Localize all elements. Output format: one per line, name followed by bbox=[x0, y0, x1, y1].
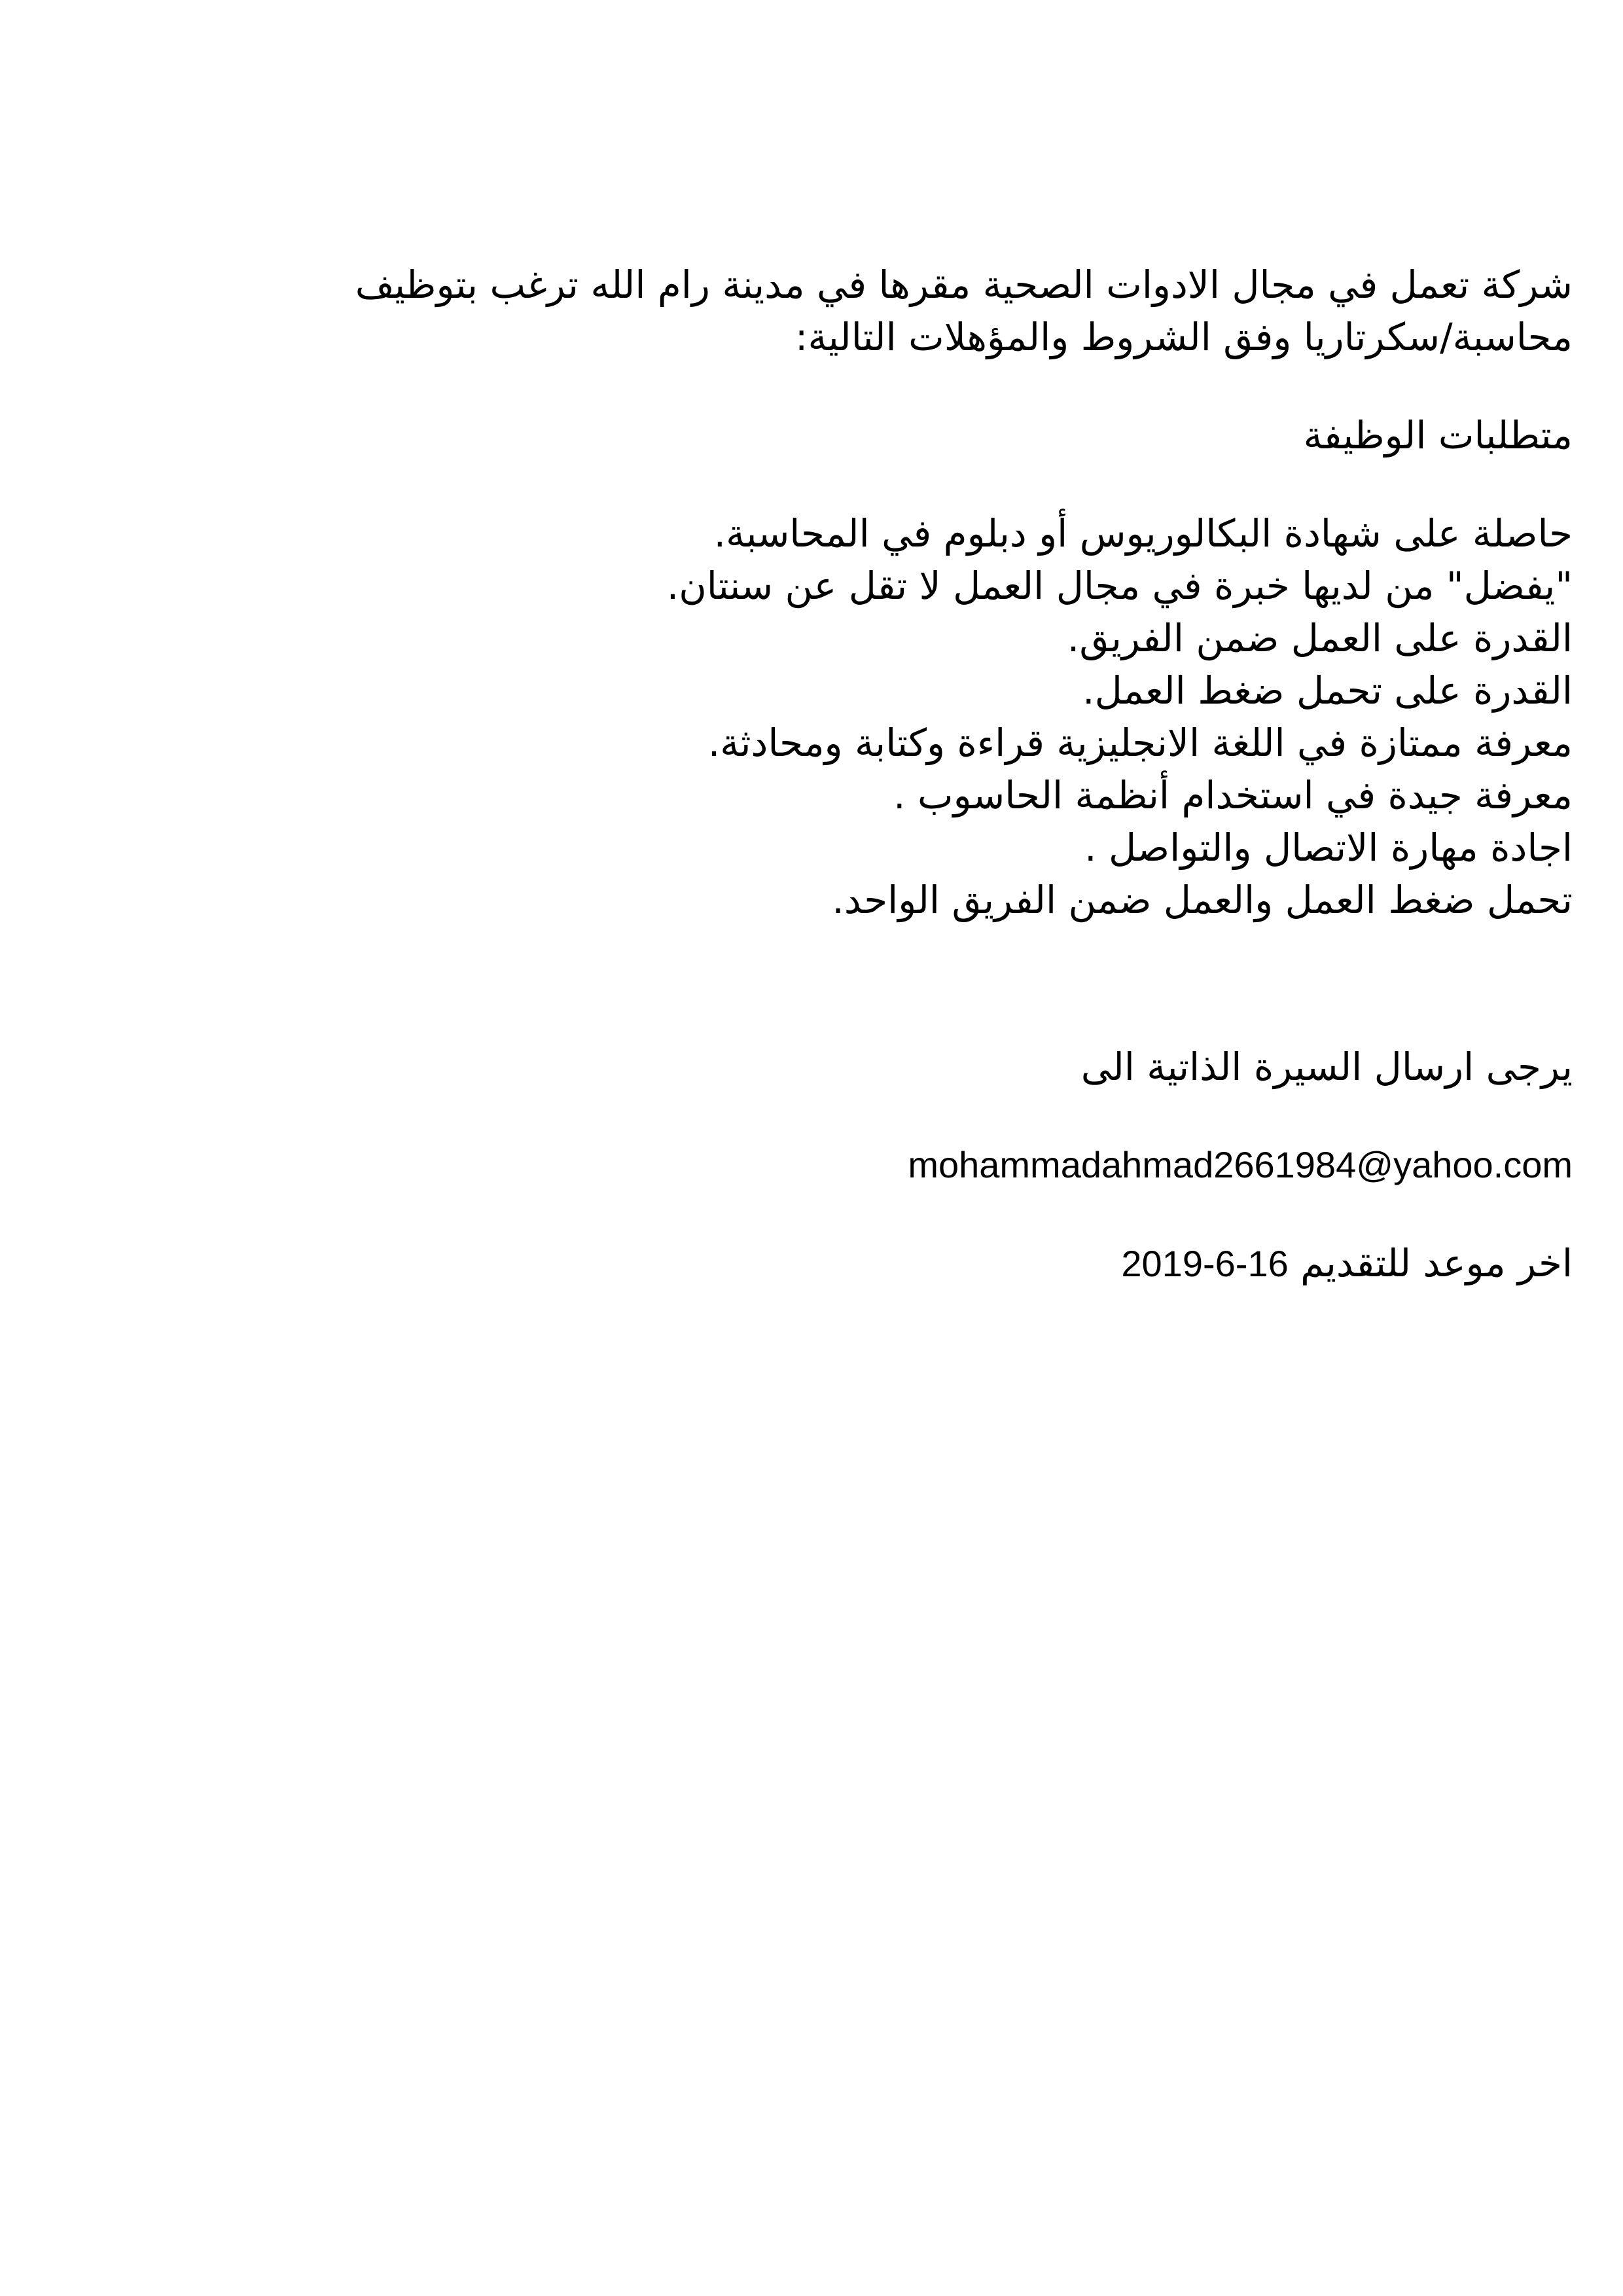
requirements-list bbox=[198, 507, 1573, 926]
requirement-item: تحمل ضغط العمل والعمل ضمن الفريق الواحد. bbox=[832, 878, 1573, 922]
requirement-item: حاصلة على شهادة البكالوريوس أو دبلوم في المحاسبة. bbox=[713, 511, 1573, 556]
requirements-title: متطلبات الوظيفة bbox=[1303, 413, 1573, 457]
intro-line: محاسبة/سكرتاريا وفق الشروط والمؤهلات التالية: bbox=[794, 315, 1573, 359]
application-deadline bbox=[198, 1237, 1573, 1290]
job-ad-content bbox=[198, 259, 1573, 1290]
requirement-item: "يفضل" من لديها خبرة في مجال العمل لا تقل عن سنتان. bbox=[666, 564, 1573, 608]
requirement-item: القدرة على تحمل ضغط العمل. bbox=[1082, 668, 1573, 713]
email-link[interactable]: mohammadahmad2661984@yahoo.com bbox=[908, 1144, 1573, 1185]
requirement-item: معرفة ممتازة في اللغة الانجليزية قراءة وكتابة ومحادثة. bbox=[707, 721, 1573, 765]
deadline-date: 16-6-2019 bbox=[1121, 1243, 1289, 1284]
deadline-label: اخر موعد للتقديم bbox=[1300, 1241, 1573, 1285]
intro-line: شركة تعمل في مجال الادوات الصحية مقرها في مدينة رام الله ترغب بتوظيف bbox=[355, 262, 1573, 307]
requirement-item: معرفة جيدة في استخدام أنظمة الحاسوب . bbox=[893, 773, 1573, 817]
requirement-item: القدرة على العمل ضمن الفريق. bbox=[1067, 616, 1573, 660]
cv-instruction: يرجى ارسال السيرة الذاتية الى bbox=[1080, 1045, 1573, 1089]
requirement-item: اجادة مهارة الاتصال والتواصل . bbox=[1084, 825, 1573, 870]
intro-paragraph bbox=[198, 259, 1573, 363]
